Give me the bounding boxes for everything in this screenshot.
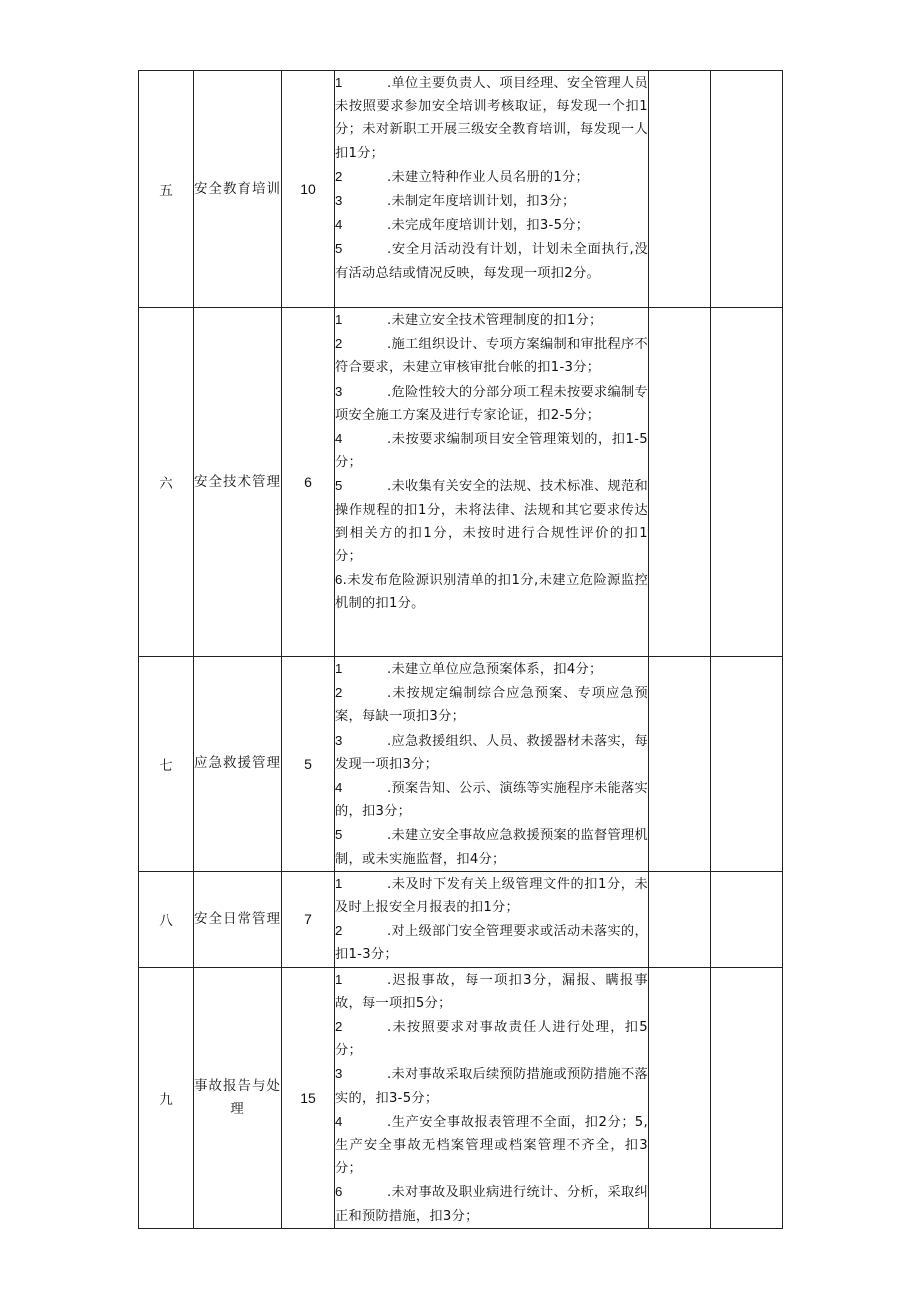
actual-score-cell xyxy=(649,657,711,872)
assessment-item: 事故报告与处理 xyxy=(194,967,282,1228)
criteria-line xyxy=(335,71,648,165)
criteria-line xyxy=(335,237,648,284)
criteria-text: .未建立安全技术管理制度的扣1分； xyxy=(387,313,603,328)
criteria-number: 5 xyxy=(335,827,343,843)
criteria-text: .未建立安全事故应急救援预案的监督管理机制，或未实施监督，扣4分； xyxy=(335,828,648,867)
criteria-text: .未对事故采取后续预防措施或预防措施不落实的，扣3-5分； xyxy=(335,1067,648,1106)
criteria-text: .未对事故及职业病进行统计、分析，采取纠正和预防措施，扣3分； xyxy=(335,1185,648,1224)
table-row xyxy=(139,308,783,657)
table-row xyxy=(139,657,783,872)
criteria-text: .未收集有关安全的法规、技术标准、规范和操作规程的扣1分，未将法律、法规和其它要求传达到相关方的扣1分，未按时进行合规性评价的扣1分； xyxy=(335,479,648,565)
criteria-text: .未发布危险源识别清单的扣1分,未建立危险源监控机制的扣1分。 xyxy=(335,573,648,612)
criteria-number: 1 xyxy=(335,875,343,891)
criteria-line xyxy=(335,308,648,332)
criteria-line xyxy=(335,872,648,919)
actual-score-cell xyxy=(649,71,711,308)
assessment-item: 应急救援管理 xyxy=(194,657,282,872)
criteria-text: .施工组织设计、专项方案编制和审批程序不符合要求，未建立审核审批台帐的扣1-3分； xyxy=(335,337,648,376)
row-number: 五 xyxy=(139,71,194,308)
criteria-number: 6 xyxy=(335,1184,343,1200)
criteria-number: 4 xyxy=(335,780,343,796)
criteria-number: 5 xyxy=(335,241,343,257)
standard-score: 10 xyxy=(282,71,335,308)
criteria-line xyxy=(335,681,648,728)
criteria-text: .迟报事故，每一项扣3分，漏报、瞒报事故，每一项扣5分； xyxy=(335,972,648,1011)
criteria-text: .未按要求编制项目安全管理策划的，扣1-5分； xyxy=(335,432,648,471)
criteria-line xyxy=(335,1180,648,1227)
assessment-item: 安全教育培训 xyxy=(194,71,282,308)
criteria-number: 6 xyxy=(335,572,343,588)
criteria-line xyxy=(335,823,648,870)
criteria-number: 2 xyxy=(335,1019,343,1035)
criteria-number: 2 xyxy=(335,336,343,352)
safety-assessment-table xyxy=(138,70,783,1229)
standard-score: 6 xyxy=(282,308,335,657)
actual-score-cell xyxy=(649,308,711,657)
criteria-number: 1 xyxy=(335,971,343,987)
criteria-line xyxy=(335,657,648,681)
criteria-line xyxy=(335,1110,648,1181)
criteria-text: .未完成年度培训计划，扣3-5分； xyxy=(387,218,590,234)
remarks-cell xyxy=(711,871,783,967)
remarks-cell xyxy=(711,657,783,872)
criteria-line xyxy=(335,380,648,427)
criteria-text: .未按照要求对事故责任人进行处理，扣5分； xyxy=(335,1020,648,1059)
criteria-text: .未制定年度培训计划，扣3分； xyxy=(387,194,576,210)
criteria-number: 3 xyxy=(335,383,343,399)
deduction-criteria xyxy=(335,308,649,657)
criteria-number: 3 xyxy=(335,193,343,209)
criteria-line xyxy=(335,474,648,568)
criteria-text: .未建立特种作业人员名册的1分； xyxy=(387,169,590,185)
criteria-line xyxy=(335,1062,648,1109)
standard-score: 15 xyxy=(282,967,335,1228)
criteria-line xyxy=(335,427,648,474)
criteria-text: .生产安全事故报表管理不全面，扣2分；5,生产安全事故无档案管理或档案管理不齐全，扣3分； xyxy=(335,1114,648,1177)
criteria-number: 2 xyxy=(335,168,343,184)
criteria-text: .对上级部门安全管理要求或活动未落实的，扣1-3分； xyxy=(335,924,648,963)
criteria-number: 1 xyxy=(335,75,343,90)
criteria-text: .应急救援组织、人员、救援器材未落实，每发现一项扣3分； xyxy=(335,733,648,772)
criteria-number: 1 xyxy=(335,312,343,327)
criteria-line xyxy=(335,568,648,615)
criteria-line xyxy=(335,1015,648,1062)
criteria-number: 4 xyxy=(335,217,343,233)
criteria-text: .安全月活动没有计划，计划未全面执行,没有活动总结或情况反映，每发现一项扣2分。 xyxy=(335,242,648,281)
criteria-text: .未建立单位应急预案体系，扣4分； xyxy=(387,662,603,677)
deduction-criteria xyxy=(335,871,649,967)
remarks-cell xyxy=(711,71,783,308)
criteria-number: 4 xyxy=(335,1113,343,1129)
criteria-line xyxy=(335,332,648,379)
criteria-number: 2 xyxy=(335,923,343,939)
assessment-item: 安全技术管理 xyxy=(194,308,282,657)
criteria-number: 3 xyxy=(335,1066,343,1082)
criteria-text: .危险性较大的分部分项工程未按要求编制专项安全施工方案及进行专家论证，扣2-5分； xyxy=(335,384,648,423)
row-number: 六 xyxy=(139,308,194,657)
criteria-number: 5 xyxy=(335,478,343,494)
criteria-number: 1 xyxy=(335,661,343,676)
deduction-criteria xyxy=(335,71,649,308)
standard-score: 5 xyxy=(282,657,335,872)
criteria-line xyxy=(335,968,648,1015)
criteria-line xyxy=(335,189,648,213)
table-row xyxy=(139,871,783,967)
deduction-criteria xyxy=(335,967,649,1228)
remarks-cell xyxy=(711,308,783,657)
assessment-item: 安全日常管理 xyxy=(194,871,282,967)
criteria-line xyxy=(335,776,648,823)
actual-score-cell xyxy=(649,967,711,1228)
criteria-number: 3 xyxy=(335,732,343,748)
criteria-line xyxy=(335,213,648,237)
criteria-text: .预案告知、公示、演练等实施程序未能落实的，扣3分； xyxy=(335,781,648,820)
criteria-text: .未按规定编制综合应急预案、专项应急预案，每缺一项扣3分； xyxy=(335,686,648,725)
criteria-line xyxy=(335,729,648,776)
criteria-number: 4 xyxy=(335,431,343,447)
row-number: 九 xyxy=(139,967,194,1228)
row-number: 七 xyxy=(139,657,194,872)
row-number: 八 xyxy=(139,871,194,967)
actual-score-cell xyxy=(649,871,711,967)
criteria-number: 2 xyxy=(335,685,343,701)
standard-score: 7 xyxy=(282,871,335,967)
table-row xyxy=(139,71,783,308)
criteria-text: .未及时下发有关上级管理文件的扣1分，未及时上报安全月报表的扣1分； xyxy=(335,876,648,916)
criteria-line xyxy=(335,165,648,189)
deduction-criteria xyxy=(335,657,649,872)
table-row xyxy=(139,967,783,1228)
criteria-text: .单位主要负责人、项目经理、安全管理人员未按照要求参加安全培训考核取证，每发现一个扣1分；未对新职工开展三级安全教育培训，每发现一人扣1分； xyxy=(335,76,648,161)
table-body xyxy=(139,71,783,1229)
criteria-line xyxy=(335,919,648,966)
remarks-cell xyxy=(711,967,783,1228)
